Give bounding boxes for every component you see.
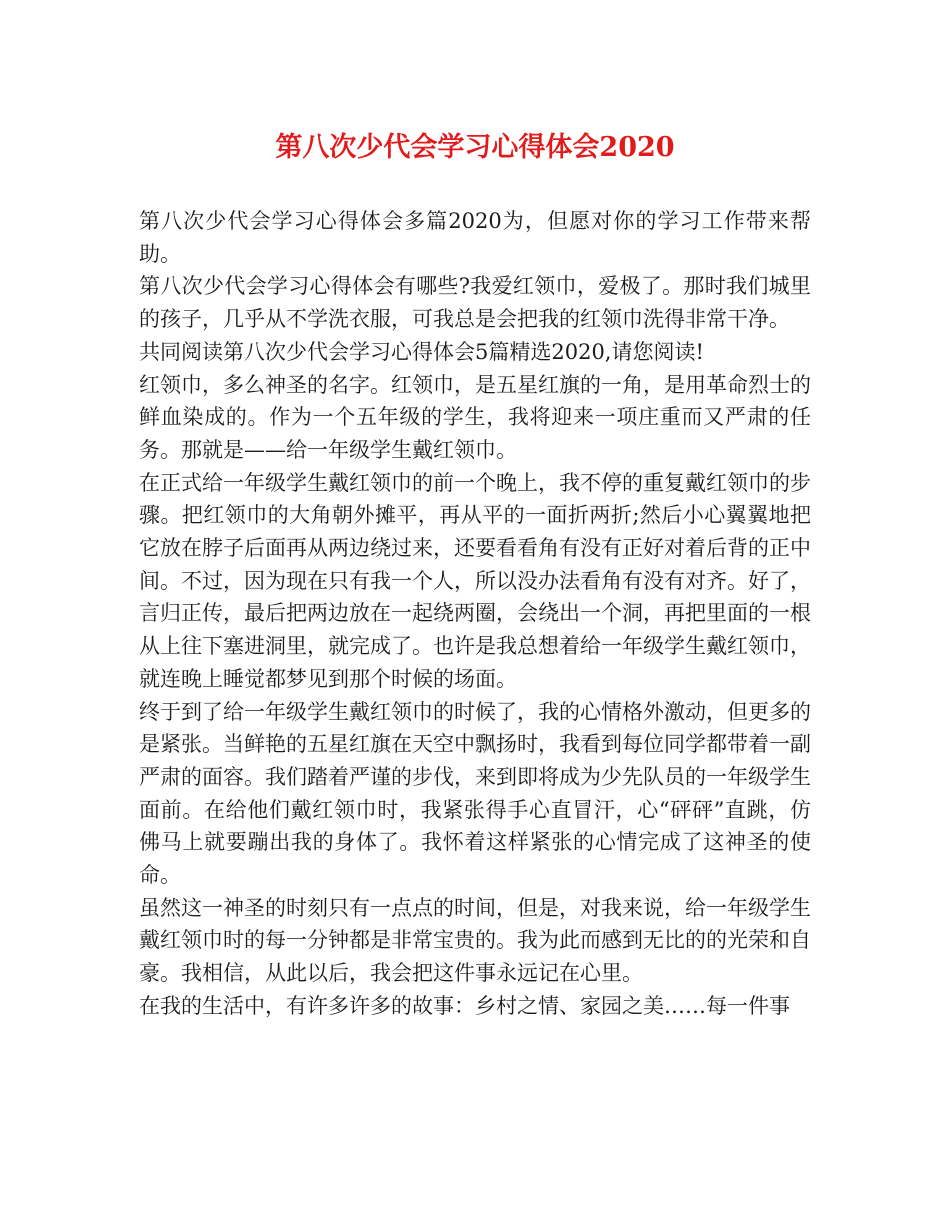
- paragraph-red-scarf-meaning: 红领巾，多么神圣的名字。红领巾，是五星红旗的一角，是用革命烈士的鲜血染成的。作为一个五年级的学生，我将迎来一项庄重而又严肃的任务。那就是——给一年级学生戴红领巾。: [139, 372, 811, 462]
- document-body: [139, 205, 811, 1023]
- document-title: 第八次少代会学习心得体会2020: [275, 132, 675, 163]
- paragraph-intro: 第八次少代会学习心得体会多篇2020为，但愿对你的学习工作带来帮助。: [139, 209, 811, 266]
- paragraph-life-stories: 在我的生活中，有许多许多的故事：乡村之情、家园之美……每一件事: [139, 993, 790, 1018]
- paragraph-ceremony: 终于到了给一年级学生戴红领巾的时候了，我的心情格外激动，但更多的是紧张。当鲜艳的五星红旗在天空中飘扬时，我看到每位同学都带着一副严肃的面容。我们踏着严谨的步伐，来到即将成为少先队员的一年级学生面前。在给他们戴红领巾时，我紧张得手心直冒汗，心“砰砰”直跳，仿佛马上就要蹦出我的身体了。我怀着这样紧张的心情完成了这神圣的使命。: [139, 699, 811, 888]
- paragraph-question: 第八次少代会学习心得体会有哪些?我爱红领巾，爱极了。那时我们城里的孩子，几乎从不学洗衣服，可我总是会把我的红领巾洗得非常干净。: [139, 274, 811, 332]
- paragraph-invitation: 共同阅读第八次少代会学习心得体会5篇精选2020,请您阅读!: [139, 339, 704, 364]
- paragraph-practice-steps: 在正式给一年级学生戴红领巾的前一个晚上，我不停的重复戴红领巾的步骤。把红领巾的大角朝外摊平，再从平的一面折两折;然后小心翼翼地把它放在脖子后面再从两边绕过来，还要看看角有没有正好对着后背的正中间。不过，因为现在只有我一个人，所以没办法看角有没有对齐。好了，言归正传，最后把两边放在一起绕两圈，会绕出一个洞，再把里面的一根从上往下塞进洞里，就完成了。也许是我总想着给一年级学生戴红领巾，就连晚上睡觉都梦见到那个时候的场面。: [139, 470, 811, 691]
- paragraph-reflection: 虽然这一神圣的时刻只有一点点的时间，但是，对我来说，给一年级学生戴红领巾时的每一分钟都是非常宝贵的。我为此而感到无比的的光荣和自豪。我相信，从此以后，我会把这件事永远记在心里。: [139, 895, 811, 986]
